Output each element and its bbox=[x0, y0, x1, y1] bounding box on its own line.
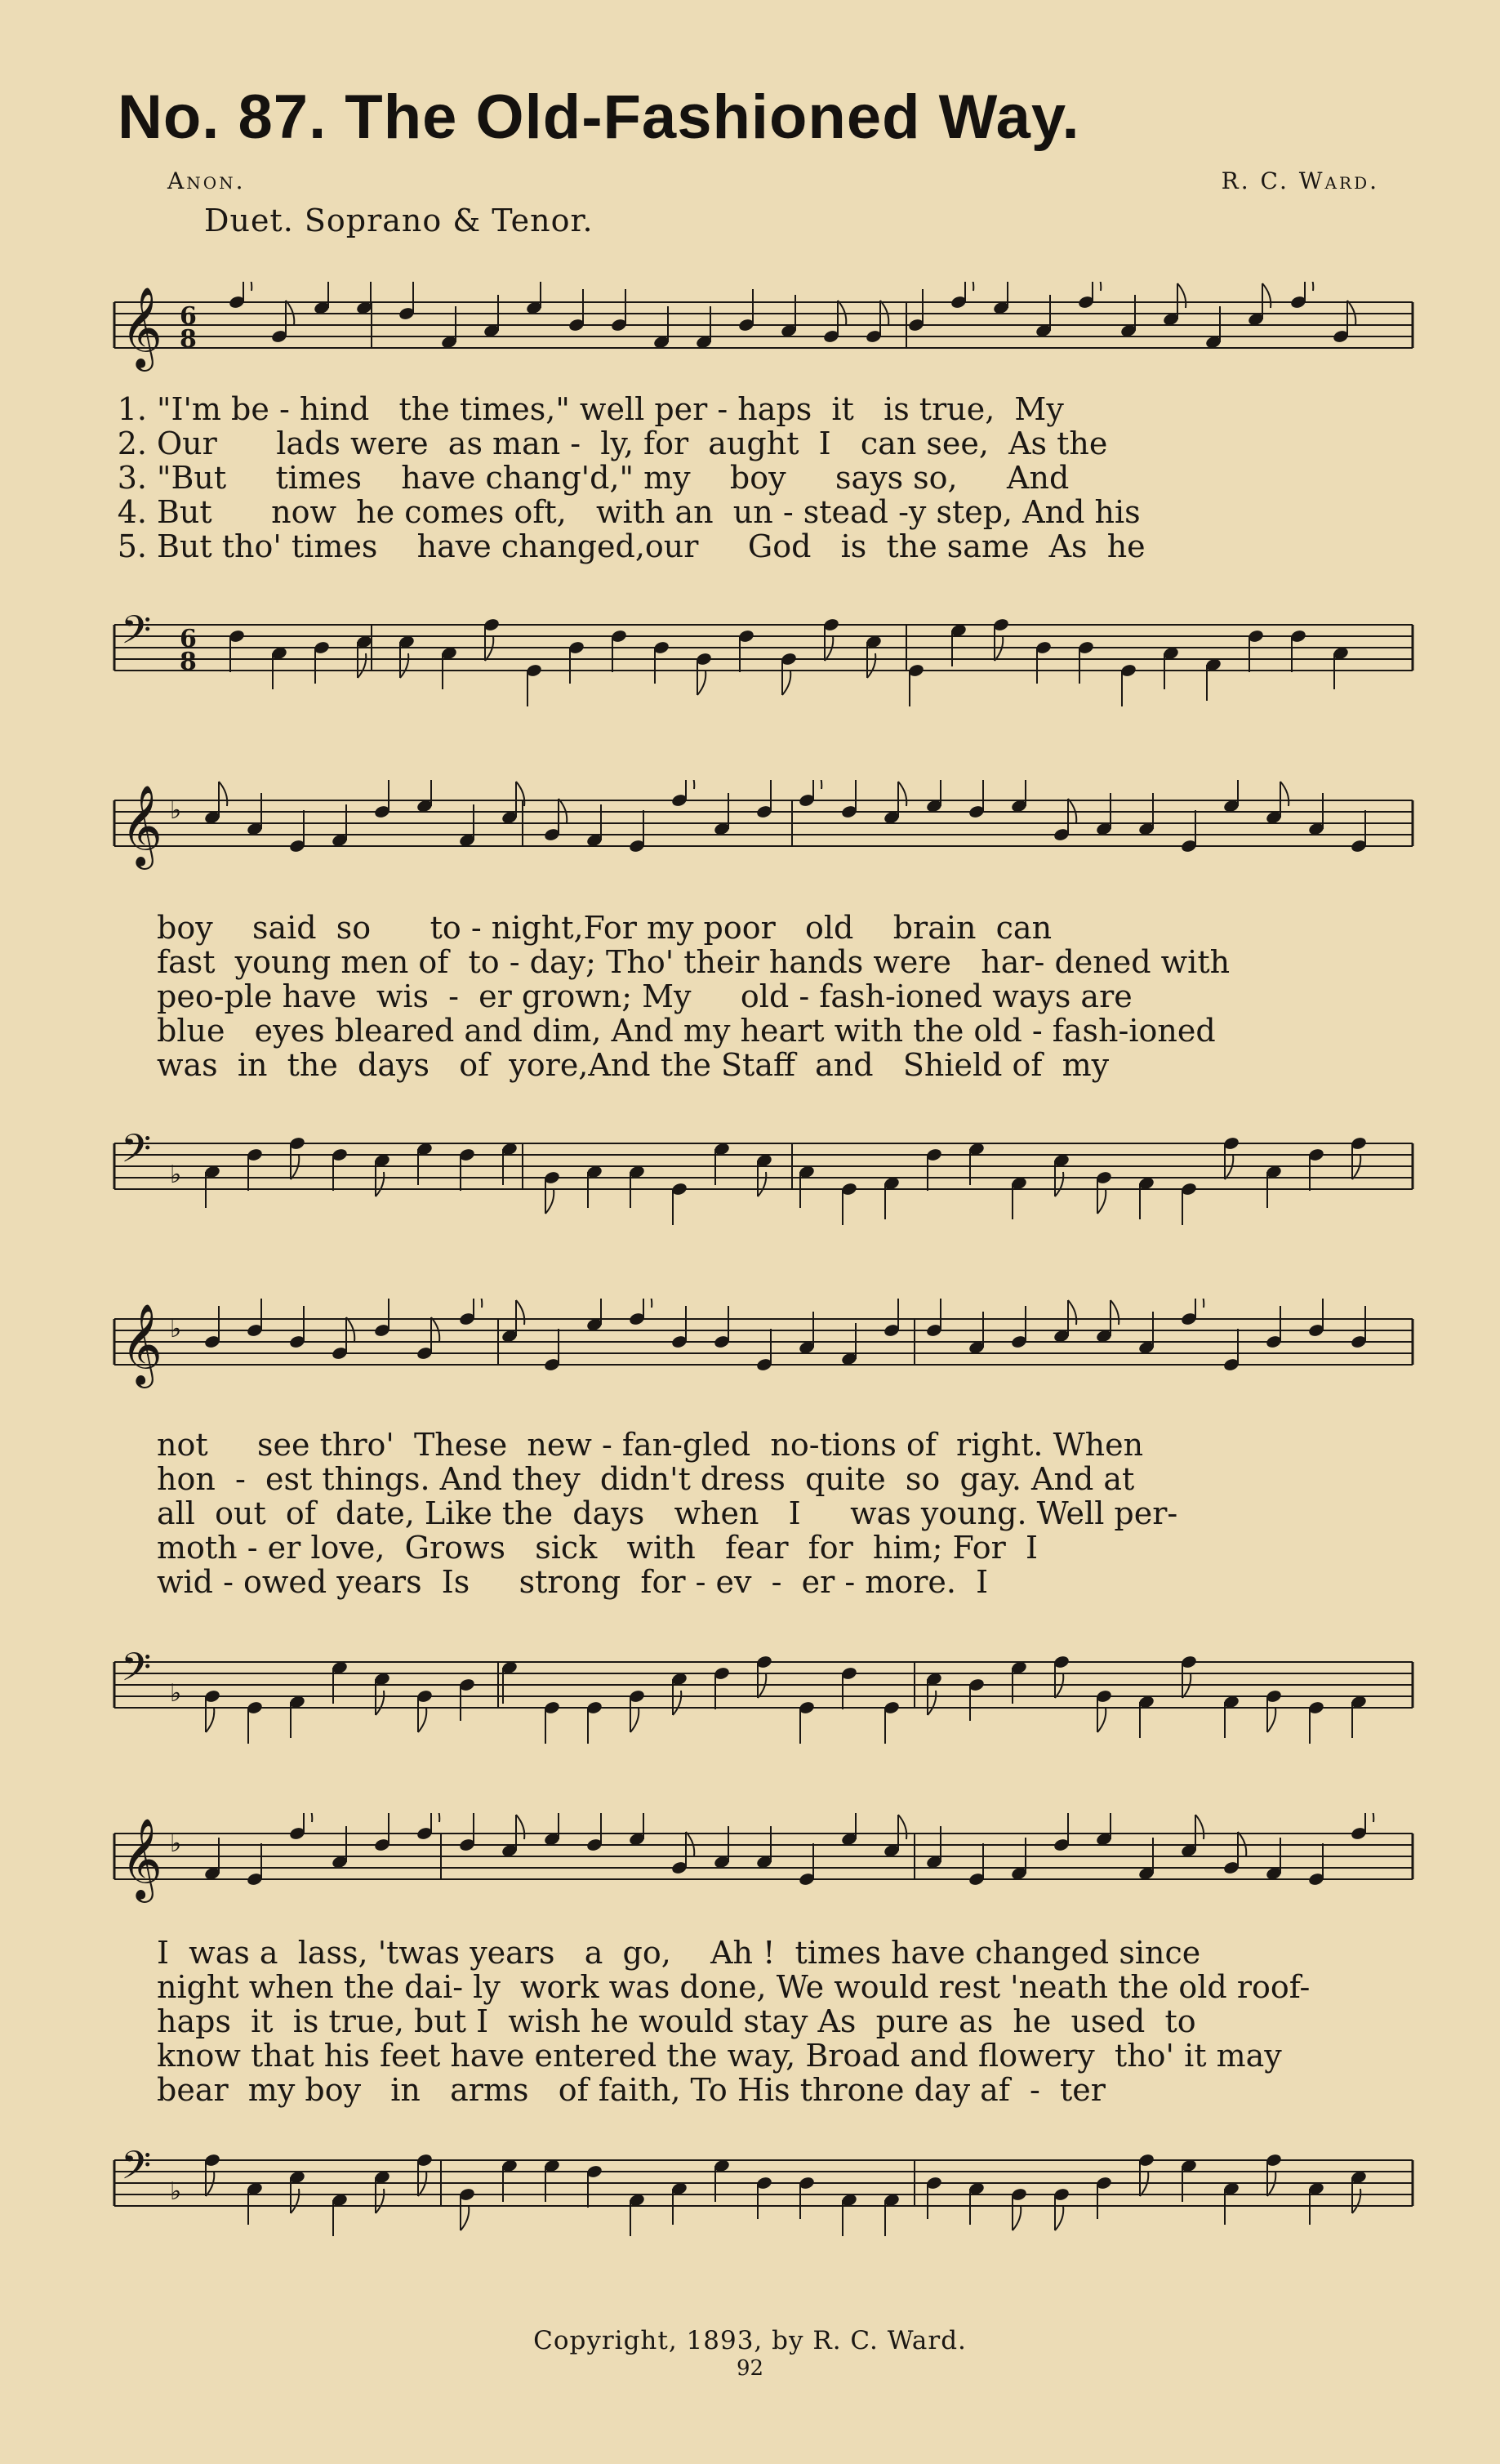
lyric-line: know that his feet have entered the way, Broad and flowery tho' it may bbox=[157, 2038, 1282, 2074]
treble-staff bbox=[98, 780, 1421, 870]
note-flag bbox=[206, 1708, 214, 1732]
note-flag bbox=[1195, 1299, 1204, 1308]
note-flag bbox=[697, 671, 705, 695]
note-flag bbox=[461, 2206, 469, 2230]
note-flag bbox=[686, 780, 694, 789]
lyric-line: haps it is true, but I wish he would stay As pure as he used to bbox=[157, 2003, 1196, 2039]
note-flag bbox=[1262, 283, 1271, 308]
note-flag bbox=[1097, 1708, 1106, 1732]
page-number: 92 bbox=[736, 2356, 764, 2381]
lyric-line: bear my boy in arms of faith, To His throne day af - ter bbox=[157, 2072, 1106, 2108]
arrangement-note: Duet. Soprano & Tenor. bbox=[204, 203, 594, 238]
music-system-1 bbox=[98, 265, 1421, 755]
note-flag bbox=[782, 671, 790, 695]
note-flag bbox=[758, 1172, 766, 1196]
note-flag bbox=[928, 1691, 936, 1715]
note-flag bbox=[867, 653, 875, 678]
lyric-line: was in the days of yore,And the Staff and Shield of my bbox=[157, 1047, 1110, 1083]
note-flag bbox=[400, 653, 408, 678]
note-flag bbox=[431, 1813, 439, 1822]
note-flag bbox=[545, 1189, 554, 1214]
note-flag bbox=[898, 1815, 906, 1839]
flat-icon: ♭ bbox=[170, 2177, 182, 2206]
lyric-line: fast young men of to - day; Tho' their hands were har- dened with bbox=[157, 944, 1231, 980]
lyric-line: blue eyes bleared and dim, And my heart with the old - fash-ioned bbox=[157, 1013, 1216, 1049]
lyric-line: I was a lass, 'twas years a go, Ah ! times have changed since bbox=[157, 1935, 1201, 1971]
music-system-3 bbox=[98, 1282, 1421, 1789]
note-flag bbox=[1352, 2189, 1360, 2213]
bass-clef-icon: 𝄢 bbox=[121, 2142, 152, 2198]
treble-clef-icon: 𝄞 bbox=[121, 287, 162, 368]
note-flag bbox=[304, 1813, 312, 1822]
note-flag bbox=[1068, 1300, 1076, 1325]
treble-clef-icon: 𝄞 bbox=[121, 1818, 162, 1900]
flat-icon: ♭ bbox=[170, 1829, 182, 1858]
bass-clef-icon: 𝄢 bbox=[121, 1644, 152, 1700]
note-flag bbox=[1013, 2206, 1021, 2230]
note-flag bbox=[673, 1691, 681, 1715]
flat-icon: ♭ bbox=[170, 1161, 182, 1189]
treble-staff bbox=[98, 1299, 1421, 1388]
bass-staff bbox=[98, 2123, 1421, 2262]
treble-clef-icon: 𝄞 bbox=[121, 785, 162, 867]
lyric-line: moth - er love, Grows sick with fear for him; For I bbox=[157, 1530, 1038, 1566]
note-flag bbox=[358, 653, 366, 678]
note-flag bbox=[965, 282, 973, 291]
lyric-line: 4. But now he comes oft, with an un - stead -y step, And his bbox=[117, 494, 1141, 530]
note-flag bbox=[516, 1815, 524, 1839]
note-flag bbox=[474, 1299, 482, 1308]
note-flag bbox=[1195, 1815, 1204, 1839]
treble-staff bbox=[98, 282, 1421, 372]
time-signature-bottom: 8 bbox=[180, 648, 197, 676]
note-flag bbox=[1055, 1172, 1063, 1196]
words-credit: Anon. bbox=[167, 167, 246, 194]
time-signature-top: 6 bbox=[180, 625, 197, 653]
note-flag bbox=[643, 1299, 652, 1308]
note-flag bbox=[376, 2189, 384, 2213]
note-flag bbox=[376, 1691, 384, 1715]
flat-icon: ♭ bbox=[170, 796, 182, 825]
note-flag bbox=[1093, 282, 1101, 291]
lyric-line: not see thro' These new - fan-gled no-tions of right. When bbox=[157, 1427, 1144, 1463]
note-flag bbox=[291, 2189, 299, 2213]
note-flag bbox=[1097, 1189, 1106, 1214]
bass-staff bbox=[98, 1107, 1421, 1245]
note-flag bbox=[1111, 1300, 1119, 1325]
bass-clef-icon: 𝄢 bbox=[121, 1125, 152, 1181]
note-flag bbox=[630, 1708, 639, 1732]
flat-icon: ♭ bbox=[170, 1679, 182, 1708]
note-flag bbox=[1280, 782, 1289, 806]
copyright-notice: Copyright, 1893, by R. C. Ward. bbox=[533, 2326, 967, 2355]
bass-clef-icon: 𝄢 bbox=[121, 607, 152, 662]
flat-icon: ♭ bbox=[170, 1315, 182, 1343]
bass-staff bbox=[98, 1625, 1421, 1764]
note-flag bbox=[1365, 1813, 1373, 1822]
note-flag bbox=[1267, 1708, 1275, 1732]
lyric-line: 3. "But times have chang'd," my boy says so, And bbox=[117, 460, 1070, 496]
lyric-line: peo-ple have wis - er grown; My old - fash-ioned ways are bbox=[157, 978, 1133, 1014]
music-credit: R. C. Ward. bbox=[1221, 167, 1379, 194]
note-flag bbox=[516, 1300, 524, 1325]
lyric-line: night when the dai- ly work was done, We would rest 'neath the old roof- bbox=[157, 1969, 1311, 2005]
lyric-line: 1. "I'm be - hind the times," well per - haps it is true, My bbox=[117, 391, 1064, 427]
lyric-line: boy said so to - night,For my poor old brain can bbox=[157, 910, 1053, 946]
note-flag bbox=[219, 782, 227, 806]
note-flag bbox=[1305, 282, 1313, 291]
note-flag bbox=[243, 282, 251, 291]
music-system-4 bbox=[98, 1797, 1421, 2303]
lyric-line: hon - est things. And they didn't dress quite so gay. And at bbox=[157, 1461, 1135, 1497]
lyric-line: wid - owed years Is strong for - ev - er - more. I bbox=[157, 1564, 989, 1600]
time-signature-top: 6 bbox=[180, 302, 197, 331]
hymn-title: No. 87. The Old-Fashioned Way. bbox=[118, 82, 1080, 152]
note-flag bbox=[898, 782, 906, 806]
lyric-line: 2. Our lads were as man - ly, for aught I can see, As the bbox=[117, 426, 1108, 461]
lyric-line: all out of date, Like the days when I was young. Well per- bbox=[157, 1495, 1178, 1531]
music-system-2 bbox=[98, 764, 1421, 1270]
treble-clef-icon: 𝄞 bbox=[121, 1303, 162, 1385]
note-flag bbox=[376, 1172, 384, 1196]
note-flag bbox=[813, 780, 821, 789]
lyric-line: 5. But tho' times have changed,our God is the same As he bbox=[117, 528, 1146, 564]
note-flag bbox=[418, 1708, 426, 1732]
note-flag bbox=[1177, 283, 1186, 308]
bass-staff bbox=[98, 588, 1421, 727]
time-signature-bottom: 8 bbox=[180, 325, 197, 354]
treble-staff bbox=[98, 1813, 1421, 1903]
note-flag bbox=[1055, 2206, 1063, 2230]
